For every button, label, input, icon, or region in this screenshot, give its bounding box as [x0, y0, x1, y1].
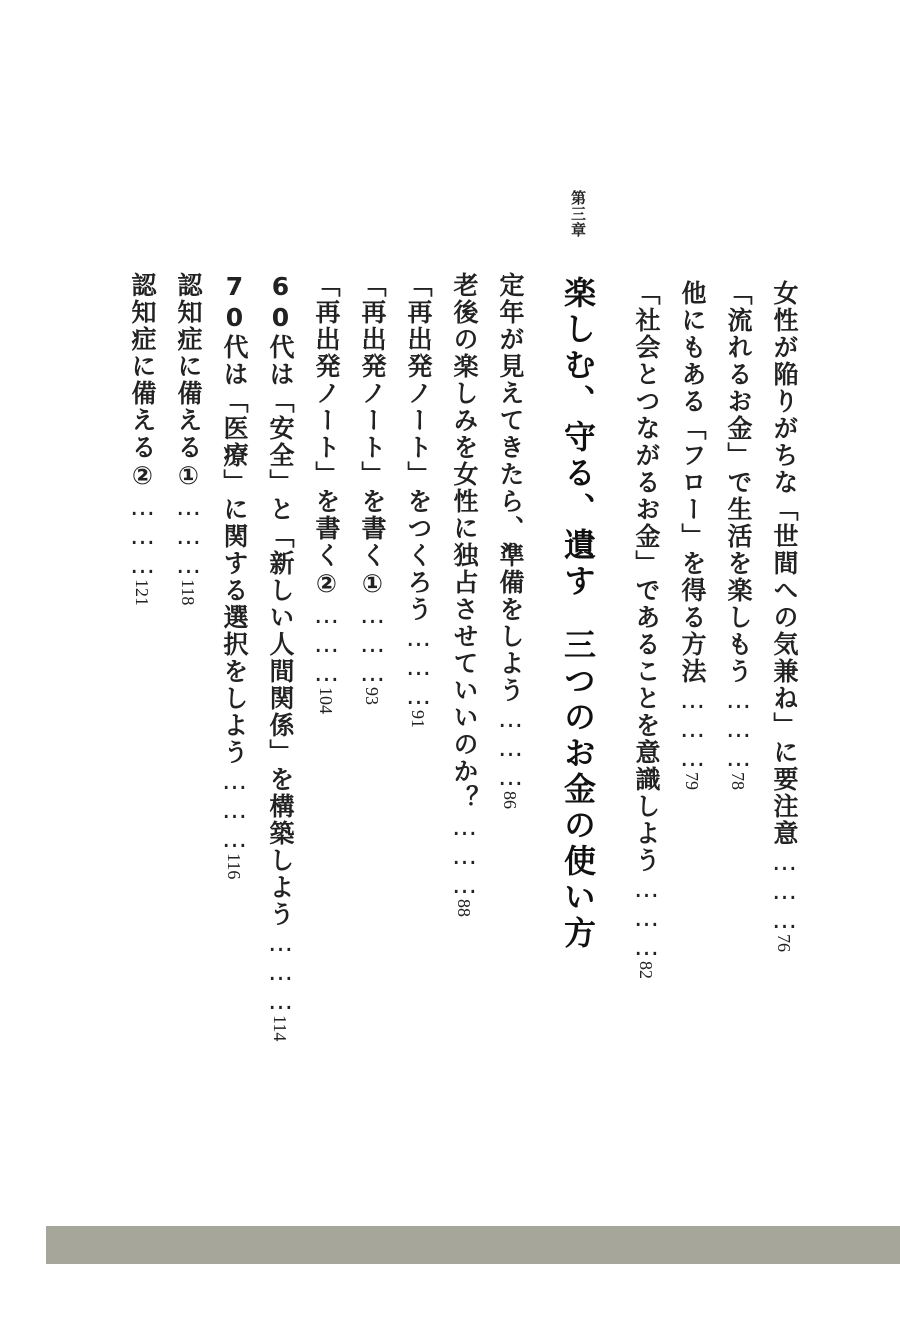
entry-title: 定年が見えてきたら、準備をしよう — [496, 272, 525, 704]
entry-title: 認知症に備える① — [174, 272, 203, 492]
toc-entry[interactable] — [222, 272, 247, 879]
page-number: 114 — [270, 1015, 290, 1042]
bottom-decorative-bar — [46, 1226, 900, 1264]
dot-leader: ……… — [496, 704, 525, 791]
toc-entry[interactable] — [130, 272, 155, 606]
entry-title: 「再出発ノート」を書く② — [312, 272, 341, 600]
dot-leader: ……… — [770, 847, 799, 934]
toc-entry[interactable] — [406, 272, 431, 728]
entry-title: 「再出発ノート」をつくろう — [404, 272, 433, 623]
entry-title: 「再出発ノート」を書く① — [358, 272, 387, 600]
page-number: 82 — [636, 961, 656, 979]
dot-leader: ……… — [678, 685, 707, 772]
toc-entry[interactable] — [634, 280, 659, 979]
page-number: 88 — [454, 899, 474, 917]
page-number: 118 — [178, 579, 198, 606]
dot-leader: ……… — [724, 685, 753, 772]
entry-title: 女性が陥りがちな「世間への気兼ね」に要注意 — [770, 280, 799, 847]
toc-entry[interactable] — [314, 272, 339, 714]
entry-title: 認知症に備える② — [128, 272, 157, 492]
entry-title: 「社会とつながるお金」であることを意識しよう — [632, 280, 661, 874]
toc-entry[interactable] — [680, 280, 705, 790]
chapter-title-block — [559, 276, 597, 952]
page-number: 104 — [316, 687, 336, 714]
page-number: 121 — [132, 579, 152, 606]
dot-leader: ……… — [312, 600, 341, 687]
toc-entry[interactable] — [726, 280, 751, 790]
entry-title: 60代は「安全」と「新しい人間関係」を構築しよう — [266, 272, 295, 928]
page-number: 93 — [362, 687, 382, 705]
page-number: 78 — [728, 772, 748, 790]
dot-leader: ……… — [266, 928, 295, 1015]
toc-entry[interactable] — [360, 272, 385, 705]
toc-entry[interactable] — [452, 272, 477, 917]
entry-title: 70代は「医療」に関する選択をしよう — [220, 272, 249, 766]
dot-leader: ……… — [128, 492, 157, 579]
toc-entry[interactable] — [772, 280, 797, 952]
page-number: 86 — [500, 791, 520, 809]
dot-leader: ……… — [450, 812, 479, 899]
toc-entry[interactable] — [268, 272, 293, 1041]
page-number: 79 — [682, 772, 702, 790]
dot-leader: ……… — [358, 600, 387, 687]
chapter-subtitle: 三つのお金の使い方 — [559, 628, 597, 952]
entry-title: 老後の楽しみを女性に独占させていいのか？ — [450, 272, 479, 812]
page-number: 76 — [774, 934, 794, 952]
dot-leader: ……… — [220, 766, 249, 853]
toc-entry[interactable] — [176, 272, 201, 605]
entry-title: 「流れるお金」で生活を楽しもう — [724, 280, 753, 685]
page-number: 91 — [408, 710, 428, 728]
dot-leader: ……… — [174, 492, 203, 579]
toc-entry[interactable] — [498, 272, 523, 809]
dot-leader: ……… — [632, 874, 661, 961]
page-number: 116 — [224, 853, 244, 880]
chapter-number: 第三章 — [569, 190, 587, 238]
entry-title: 他にもある「フロー」を得る方法 — [678, 280, 707, 685]
chapter-title: 楽しむ、守る、遺す — [559, 276, 597, 600]
dot-leader: ……… — [404, 623, 433, 710]
